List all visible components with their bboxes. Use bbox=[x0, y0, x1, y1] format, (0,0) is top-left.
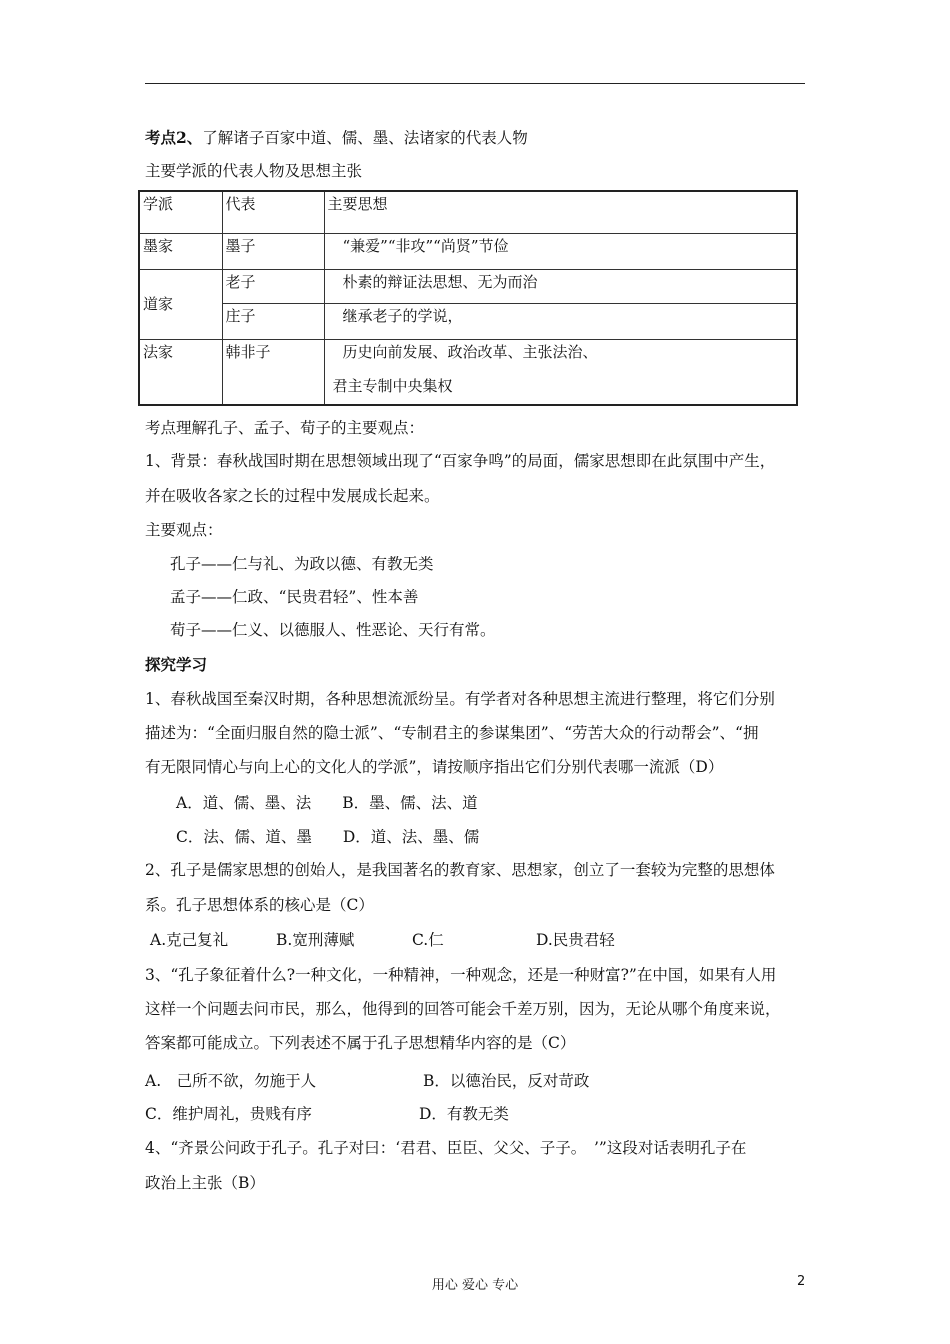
table-row bbox=[139, 303, 797, 339]
kaodian2-heading bbox=[145, 128, 528, 148]
table-header-row bbox=[139, 191, 797, 233]
rep-cell: 墨子 bbox=[222, 233, 324, 269]
view-xunzi: 荀子——仁义、以德服人、性恶论、天行有常。 bbox=[170, 621, 496, 639]
question-line: 描述为：“全面归服自然的隐士派”、“专制君主的参谋集团”、“劳苦大众的行动帮会”、“拥 bbox=[145, 724, 759, 742]
idea-cell: 朴素的辩证法思想、无为而治 bbox=[324, 269, 797, 303]
question-line: 4、“齐景公问政于孔子。孔子对曰：‘君君、臣臣、父父、子子。 ’”这段对话表明孔子在 bbox=[145, 1139, 747, 1157]
option-row: C．法、儒、道、墨 D．道、法、墨、儒 bbox=[176, 828, 480, 846]
school-cell: 道家 bbox=[139, 269, 222, 339]
option-row: A．道、儒、墨、法 B．墨、儒、法、道 bbox=[176, 794, 478, 812]
kaodian2-label: 考点2、 bbox=[145, 128, 203, 147]
option-c: C.仁 bbox=[412, 931, 444, 949]
header-school: 学派 bbox=[139, 191, 222, 233]
option-b: B.宽刑薄赋 bbox=[276, 931, 355, 949]
option-a: A. 己所不欲，勿施于人 bbox=[145, 1072, 317, 1090]
question-line: 政治上主张（B） bbox=[145, 1174, 265, 1192]
page-footer: 用心 爱心 专心 bbox=[431, 1278, 519, 1293]
rep-cell: 老子 bbox=[222, 269, 324, 303]
main-views-title: 主要观点： bbox=[145, 521, 223, 539]
header-rep: 代表 bbox=[222, 191, 324, 233]
page-number: 2 bbox=[797, 1274, 806, 1289]
table-row bbox=[139, 269, 797, 303]
background-line: 1、背景：春秋战国时期在思想领域出现了“百家争鸣”的局面，儒家思想即在此氛围中产生， bbox=[145, 452, 776, 470]
question-line: 3、“孔子象征着什么?一种文化，一种精神，一种观念，还是一种财富?”在中国，如果有人用 bbox=[145, 966, 777, 984]
idea-cell: 继承老子的学说， bbox=[324, 303, 797, 339]
option-b: B．以德治民，反对苛政 bbox=[423, 1072, 590, 1090]
idea-cell bbox=[324, 339, 797, 405]
idea-line: 君主专制中央集权 bbox=[332, 376, 453, 395]
idea-cell: “兼爱”“非攻”“尚贤”节俭 bbox=[324, 233, 797, 269]
header-idea: 主要思想 bbox=[324, 191, 797, 233]
question-line: 有无限同情心与向上心的文化人的学派”，请按顺序指出它们分别代表哪一流派（D） bbox=[145, 758, 724, 776]
school-cell: 墨家 bbox=[139, 233, 222, 269]
rep-cell: 韩非子 bbox=[222, 339, 324, 405]
question-line: 1、春秋战国至秦汉时期，各种思想流派纷呈。有学者对各种思想主流进行整理，将它们分别 bbox=[145, 690, 775, 708]
idea-line: 历史向前发展、政治改革、主张法治、 bbox=[342, 342, 598, 361]
rep-cell: 庄子 bbox=[222, 303, 324, 339]
question-line: 答案都可能成立。下列表述不属于孔子思想精华内容的是（C） bbox=[145, 1034, 576, 1052]
kaodian3-heading: 考点理解孔子、孟子、荀子的主要观点： bbox=[145, 419, 425, 437]
view-kongzi: 孔子——仁与礼、为政以德、有教无类 bbox=[170, 555, 434, 573]
header-rule bbox=[145, 83, 805, 84]
view-mengzi: 孟子——仁政、“民贵君轻”、性本善 bbox=[170, 588, 419, 606]
explore-title: 探究学习 bbox=[145, 655, 208, 674]
table-row bbox=[139, 233, 797, 269]
option-c: C．维护周礼，贵贱有序 bbox=[145, 1105, 312, 1123]
kaodian2-text: 了解诸子百家中道、儒、墨、法诸家的代表人物 bbox=[202, 129, 528, 147]
schools-table bbox=[138, 190, 798, 406]
question-line: 2、孔子是儒家思想的创始人，是我国著名的教育家、思想家，创立了一套较为完整的思想体 bbox=[145, 861, 775, 879]
table-caption: 主要学派的代表人物及思想主张 bbox=[145, 162, 363, 180]
option-a: A.克己复礼 bbox=[150, 931, 229, 949]
option-d: D．有教无类 bbox=[419, 1105, 509, 1123]
table-row bbox=[139, 339, 797, 405]
background-line: 并在吸收各家之长的过程中发展成长起来。 bbox=[145, 487, 440, 505]
school-cell: 法家 bbox=[139, 339, 222, 405]
option-d: D.民贵君轻 bbox=[536, 931, 615, 949]
question-line: 系。孔子思想体系的核心是（C） bbox=[145, 896, 374, 914]
question-line: 这样一个问题去问市民，那么，他得到的回答可能会千差万别，因为，无论从哪个角度来说， bbox=[145, 1000, 781, 1018]
